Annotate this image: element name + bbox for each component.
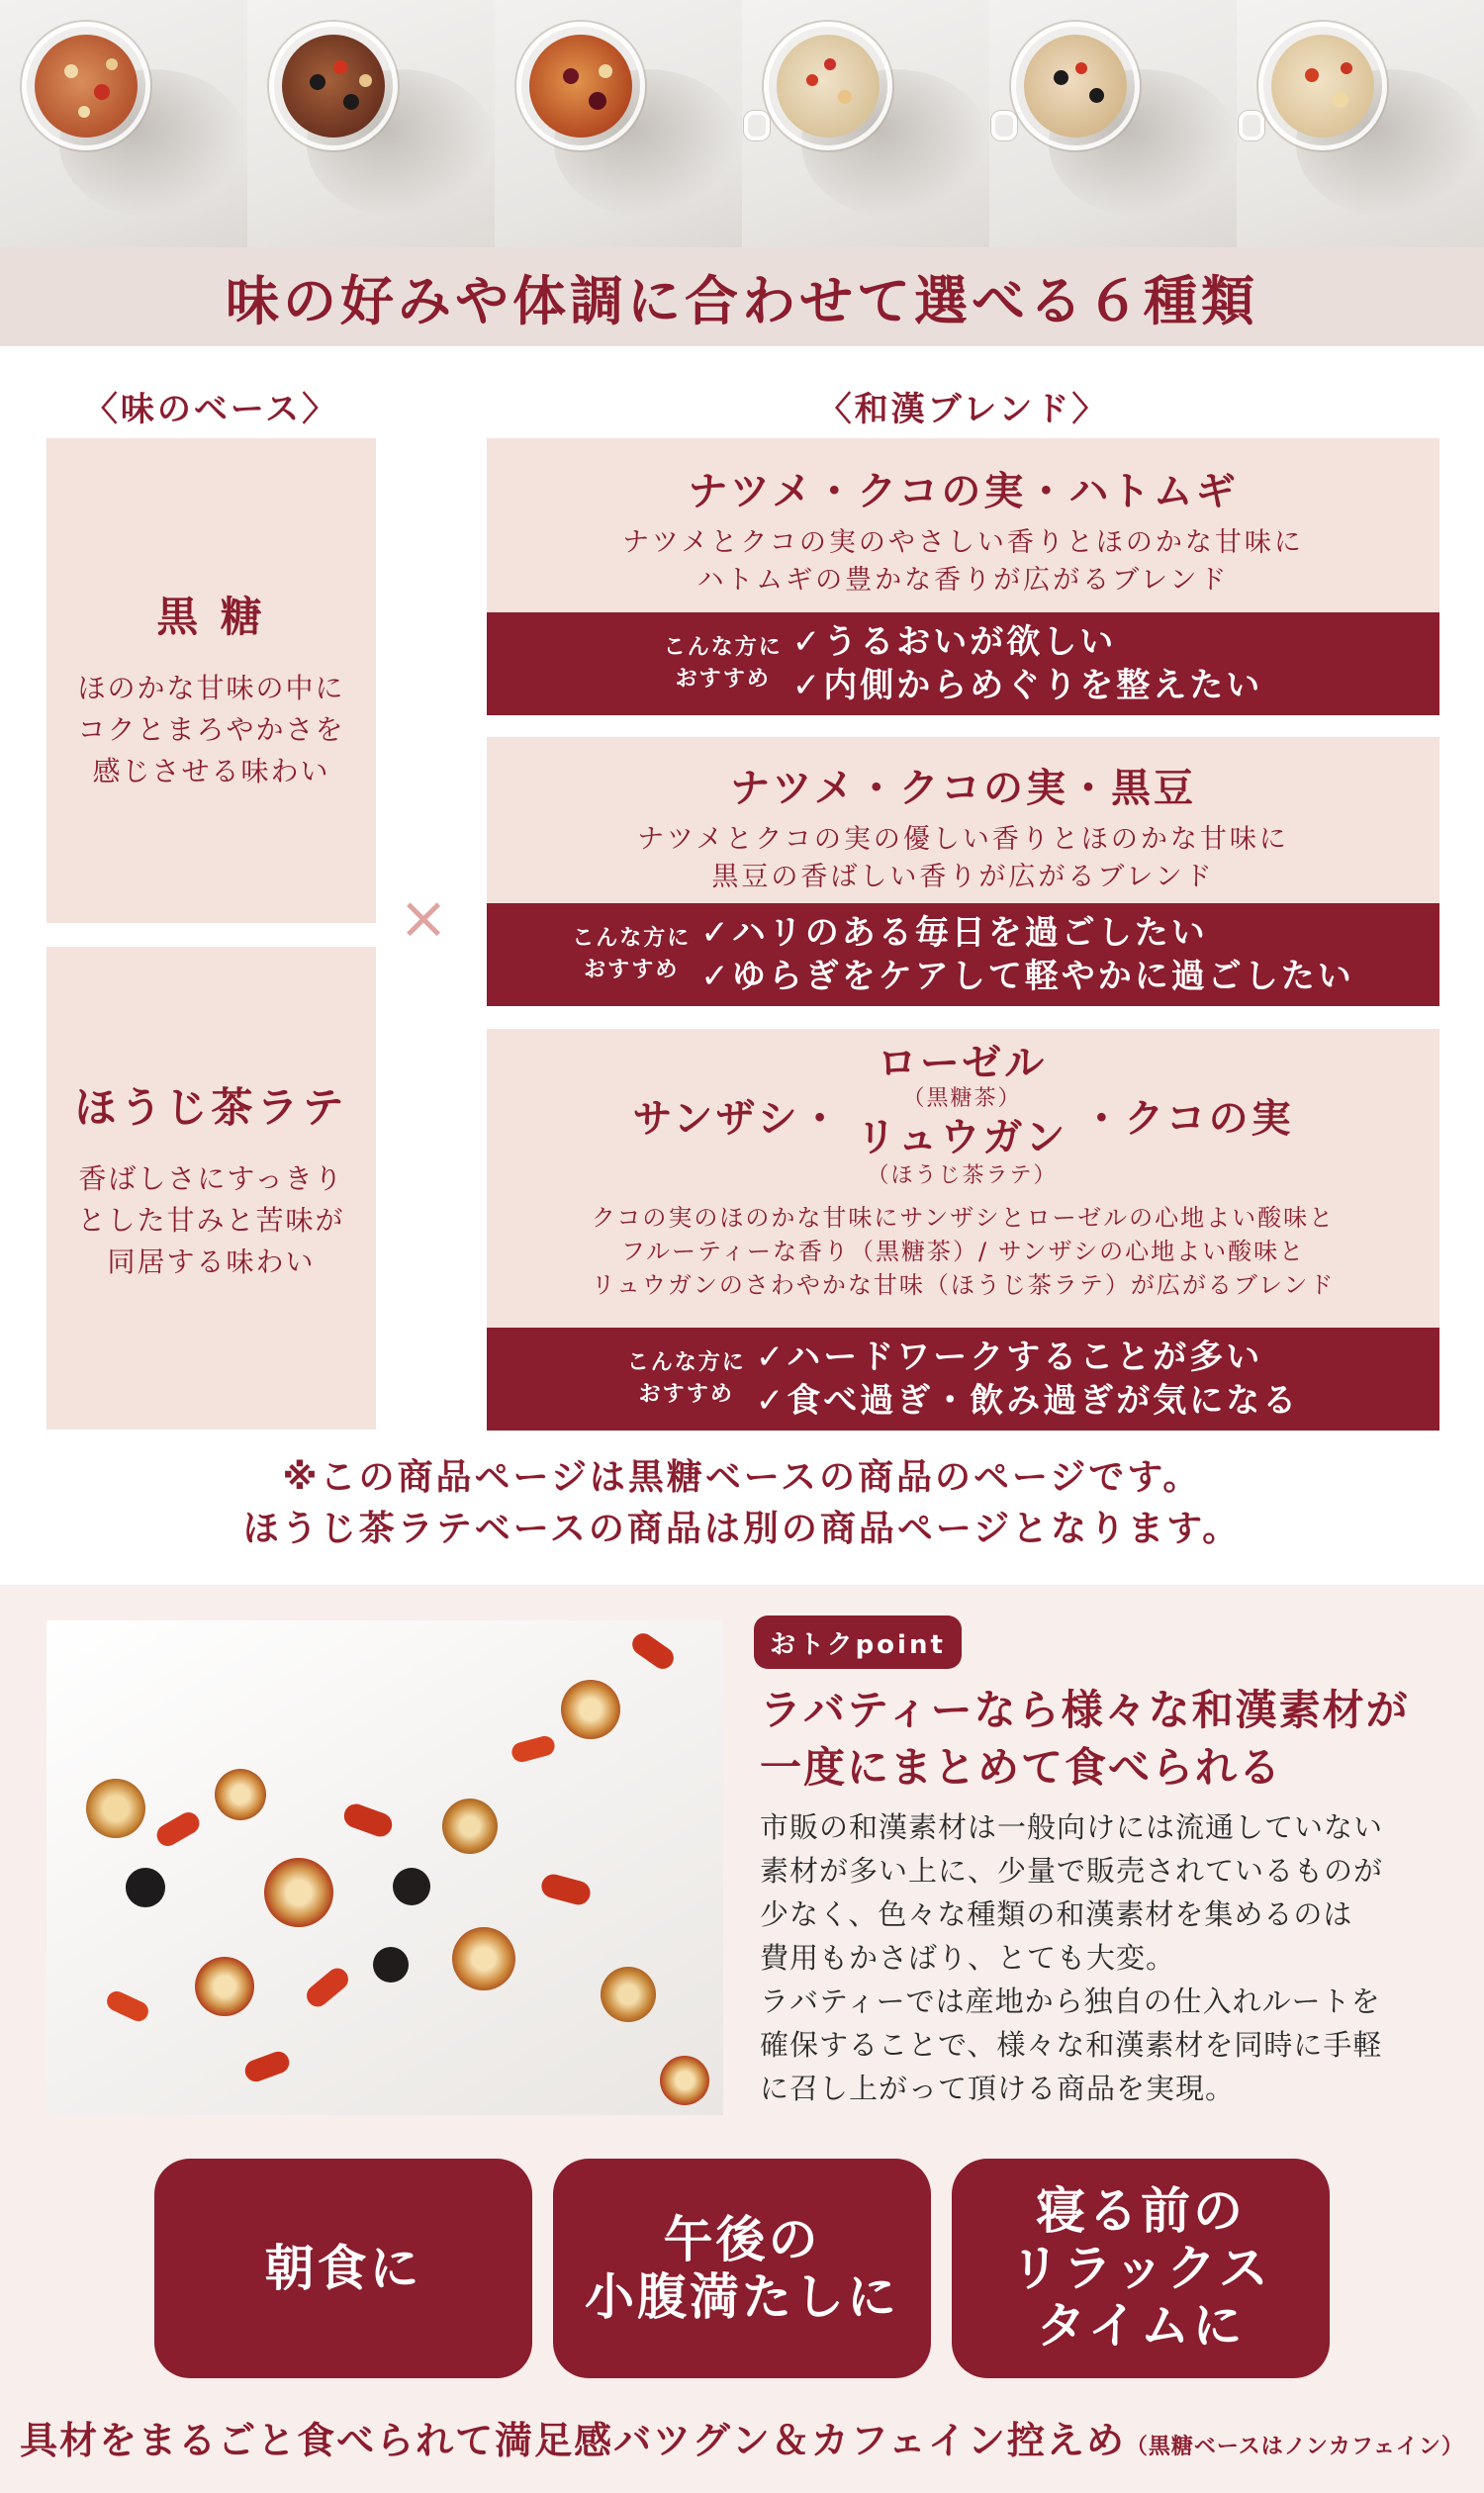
blend-desc-line: ナツメとクコの実のやさしい香りとほのかな甘味に: [622, 527, 1304, 558]
scene-text: 朝食に: [264, 2240, 422, 2297]
blend-name-part: ローゼル: [877, 1041, 1048, 1086]
blend-desc-line: クコの実のほのかな甘味にサンザシとローゼルの心地よい酸味と: [591, 1204, 1336, 1232]
photo-strip: [0, 0, 1484, 247]
base-heading: 〈味のベース〉: [83, 390, 339, 429]
cup-photo: [989, 0, 1237, 247]
blend-name-note: （黒糖茶）: [902, 1086, 1022, 1111]
recommend-item: ✓内側からめぐりを整えたい: [791, 666, 1263, 705]
base-card-hojicha-latte: [46, 947, 376, 1430]
blend-desc: [487, 524, 1439, 600]
cup-photo: [495, 0, 742, 247]
blend-info: [487, 737, 1439, 903]
blend-desc-line: 黒豆の香ばしい香りが広がるブレンド: [711, 862, 1215, 892]
blend-name-note: （ほうじ茶ラテ）: [867, 1163, 1058, 1188]
blend-desc: [487, 821, 1439, 896]
times-icon: ×: [398, 883, 449, 953]
cup-photo: [247, 0, 495, 247]
point-body-line: 費用もかさばり、とても大変。: [760, 1941, 1176, 1975]
scene-text: 寝る前の: [1036, 2182, 1246, 2240]
scene-text: 小腹満たしに: [585, 2268, 899, 2326]
blend-card: [487, 438, 1439, 715]
recommend-item: ✓ハリのある毎日を過ごしたい: [700, 913, 1208, 953]
recommend-label-line: おすすめ: [584, 958, 680, 982]
recommend-item: ✓食べ過ぎ・飲み過ぎが気になる: [755, 1381, 1300, 1421]
scene-text: タイムに: [1036, 2297, 1246, 2354]
point-body-line: 少なく、色々な種類の和漢素材を集めるのは: [760, 1897, 1353, 1931]
product-page-note: [0, 1452, 1484, 1555]
scene-text: 午後の: [663, 2211, 821, 2268]
bottom-tagline-note: （黒糖ベースはノンカフェイン）: [1125, 2435, 1464, 2459]
base-desc-line: 同居する味わい: [107, 1246, 316, 1278]
bottom-tagline: [0, 2410, 1484, 2464]
base-desc: [46, 668, 376, 792]
base-desc-line: コクとまろやかさを: [77, 713, 345, 746]
otoku-point-badge: おトクpoint: [754, 1616, 962, 1669]
blend-name: ナツメ・クコの実・黒豆: [730, 766, 1196, 811]
point-title: [760, 1682, 1452, 1797]
blend-name-part: ・クコの実: [1081, 1095, 1294, 1142]
recommend-label: [664, 632, 783, 695]
base-name: 黒 糖: [156, 593, 266, 641]
point-body-line: ラバティーでは産地から独自の仕入れルートを: [760, 1985, 1381, 2018]
point-body-line: 素材が多い上に、少量で販売されているものが: [760, 1854, 1384, 1888]
recommend-items: [792, 620, 1263, 707]
point-title-line: ラバティーなら様々な和漢素材が: [760, 1686, 1410, 1734]
scene-card-breakfast: [154, 2159, 532, 2378]
page-title: 味の好みや体調に合わせて選べる６種類: [226, 269, 1258, 332]
base-desc: [46, 1158, 376, 1283]
bottom-tagline-main: 具材をまるごと食べられて満足感バツグン＆カフェイン控えめ: [20, 2419, 1126, 2462]
base-desc-line: とした甘みと苦味が: [77, 1204, 345, 1237]
scene-text: リラックス: [1010, 2240, 1271, 2297]
blend-card: [487, 1029, 1439, 1431]
base-desc-line: 感じさせる味わい: [92, 755, 330, 787]
note-line: ※この商品ページは黒糖ベースの商品のページです。: [282, 1457, 1202, 1498]
blend-heading: 〈和漢ブレンド〉: [817, 390, 1109, 429]
recommend-label-line: おすすめ: [638, 1382, 734, 1407]
recommend-label-line: おすすめ: [675, 667, 771, 692]
base-desc-line: ほのかな甘味の中に: [77, 672, 345, 704]
point-body-line: に召し上がって頂ける商品を実現。: [760, 2072, 1236, 2105]
blend-desc-line: フルーティーな香り（黒糖茶）/ サンザシの心地よい酸味と: [620, 1238, 1306, 1265]
blend-info: [487, 438, 1439, 612]
blend-desc-line: ハトムギの豊かな香りが広がるブレンド: [696, 565, 1230, 596]
recommend-items: [756, 1336, 1300, 1423]
blend-info: [487, 1029, 1439, 1328]
recommend-items: [700, 911, 1354, 998]
base-card-kokuto: [46, 438, 376, 923]
point-body-line: 確保することで、様々な和漢素材を同時に手軽: [760, 2028, 1383, 2062]
blend-desc: [487, 1201, 1439, 1302]
title-band: [0, 247, 1484, 346]
cup-photo: [0, 0, 247, 247]
blend-desc-line: リュウガンのさわやかな甘味（ほうじ茶ラテ）が広がるブレンド: [591, 1271, 1336, 1299]
blend-card: [487, 737, 1439, 1006]
recommend-bar: [487, 1328, 1439, 1431]
point-title-line: 一度にまとめて食べられる: [760, 1743, 1283, 1792]
ingredients-photo: [46, 1620, 723, 2115]
point-body-line: 市販の和漢素材は一般向けには流通していない: [760, 1810, 1384, 1844]
recommend-bar: [487, 903, 1439, 1006]
base-name: ほうじ茶ラテ: [74, 1083, 348, 1132]
blend-name: ナツメ・クコの実・ハトムギ: [688, 469, 1239, 514]
blend-desc-line: ナツメとクコの実の優しい香りとほのかな甘味に: [637, 824, 1289, 855]
blend-name: [487, 1041, 1439, 1189]
recommend-label-line: こんな方に: [663, 635, 783, 660]
recommend-bar: [487, 612, 1439, 715]
blend-name-middle: [857, 1041, 1068, 1189]
scene-card-bedtime: [952, 2159, 1330, 2378]
scene-card-afternoon: [553, 2159, 931, 2378]
recommend-label-line: こんな方に: [572, 926, 692, 951]
cup-photo: [742, 0, 989, 247]
blend-name-part: リュウガン: [856, 1115, 1068, 1160]
recommend-label-line: こんな方に: [626, 1350, 746, 1375]
blend-name-part: サンザシ・: [632, 1095, 843, 1142]
note-line: ほうじ茶ラテベースの商品は別の商品ページとなります。: [242, 1509, 1242, 1549]
recommend-label: [572, 923, 691, 986]
base-desc-line: 香ばしさにすっきり: [78, 1162, 344, 1195]
recommend-label: [627, 1347, 746, 1411]
recommend-item: ✓ハードワークすることが多い: [755, 1338, 1263, 1377]
cup-photo: [1237, 0, 1484, 247]
recommend-item: ✓ゆらぎをケアして軽やかに過ごしたい: [700, 957, 1354, 996]
recommend-item: ✓うるおいが欲しい: [791, 622, 1117, 662]
point-body: [760, 1805, 1442, 2110]
